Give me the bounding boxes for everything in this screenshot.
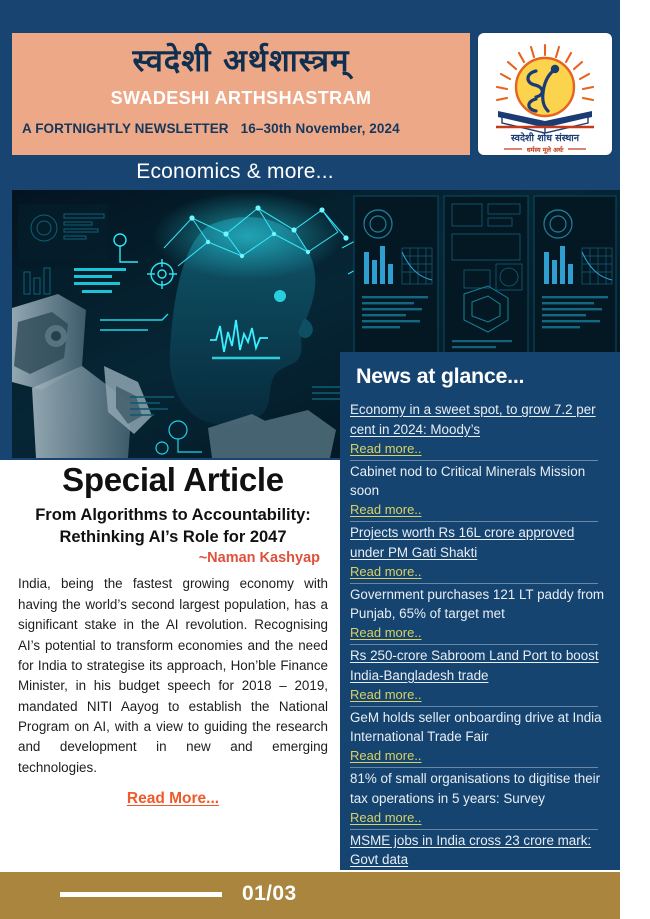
news-read-more-link[interactable]: Read more..: [350, 502, 422, 518]
news-read-more-link[interactable]: Read more..: [350, 625, 422, 641]
special-article: [12, 462, 334, 808]
news-read-more-link[interactable]: Read more..: [350, 686, 422, 702]
news-panel-heading: News at glance...: [356, 364, 525, 388]
masthead-title-english: SWADESHI ARTHSHASTRAM: [110, 88, 372, 108]
news-separator: [350, 460, 598, 461]
swadeshi-shodh-sansthan-logo-icon: [478, 37, 612, 155]
news-separator: [350, 829, 598, 830]
news-at-glance-panel: [340, 352, 620, 870]
tagline: Economics & more...: [136, 160, 334, 183]
news-item: [350, 462, 612, 521]
logo-motto: धर्मस्य मूले अर्थः: [526, 146, 564, 154]
page-footer: [0, 872, 620, 919]
special-article-kicker: Special Article: [62, 461, 284, 498]
news-separator: [350, 706, 598, 707]
footer-rule: [60, 892, 222, 897]
news-read-more-link[interactable]: Read more..: [350, 748, 422, 764]
special-article-author: ~Naman Kashyap: [198, 550, 320, 567]
page-number: 01/03: [242, 882, 297, 905]
article-read-more-link[interactable]: Read More...: [126, 790, 220, 808]
organization-logo-card: [478, 33, 612, 155]
news-headline: Cabinet nod to Critical Minerals Mission soon: [350, 463, 586, 499]
special-article-body: India, being the fastest growing economy with having the world’s second largest population, has a significant stake in the AI revolution. Recognising AI’s potential to transform economies and the need for India to strategise its approach, Hon’ble Finance Minister, in his budget speech for 2018 – 2019, mandated NITI Aayog to establish the National Program on AI, with a view to guiding the research and development in new and emerging technologies.: [18, 576, 328, 775]
news-item: [350, 585, 612, 644]
masthead-title-hindi: स्वदेशी अर्थशास्त्रम्: [132, 43, 350, 79]
news-headline: 81% of small organisations to digitise their tax operations in 5 years: Survey: [350, 771, 601, 806]
newsletter-frequency-label: A FORTNIGHTLY NEWSLETTER: [22, 121, 229, 136]
news-list: [350, 400, 612, 889]
news-item: [350, 523, 612, 582]
news-read-more-link[interactable]: Read more..: [350, 809, 422, 825]
news-item: [350, 708, 612, 767]
news-separator: [350, 521, 598, 522]
news-read-more-link[interactable]: Read more..: [350, 563, 422, 579]
news-item: [350, 646, 612, 705]
masthead-subtitle-row: [22, 121, 460, 136]
special-article-title: From Algorithms to Accountability: Rethinking AI’s Role for 2047: [35, 505, 311, 546]
news-headline[interactable]: MSME jobs in India cross 23 crore mark: Govt data: [350, 832, 592, 868]
news-item: [350, 769, 612, 828]
news-read-more-link[interactable]: Read more..: [350, 440, 422, 456]
news-headline[interactable]: Projects worth Rs 16L crore approved under PM Gati Shakti: [350, 525, 575, 560]
news-item: [350, 400, 612, 459]
logo-org-name: स्वदेशी शोध संस्थान: [510, 133, 580, 144]
news-separator: [350, 767, 598, 768]
news-headline[interactable]: Economy in a sweet spot, to grow 7.2 per cent in 2024: Moody’s: [350, 402, 596, 437]
news-separator: [350, 583, 598, 584]
news-separator: [350, 644, 598, 645]
news-headline: GeM holds seller onboarding drive at India International Trade Fair: [350, 709, 602, 745]
news-headline[interactable]: Rs 250-crore Sabroom Land Port to boost India-Bangladesh trade: [350, 648, 599, 683]
news-headline: Government purchases 121 LT paddy from Punjab, 65% of target met: [350, 586, 605, 622]
issue-date-label: 16–30th November, 2024: [240, 121, 400, 136]
masthead: [12, 33, 470, 155]
